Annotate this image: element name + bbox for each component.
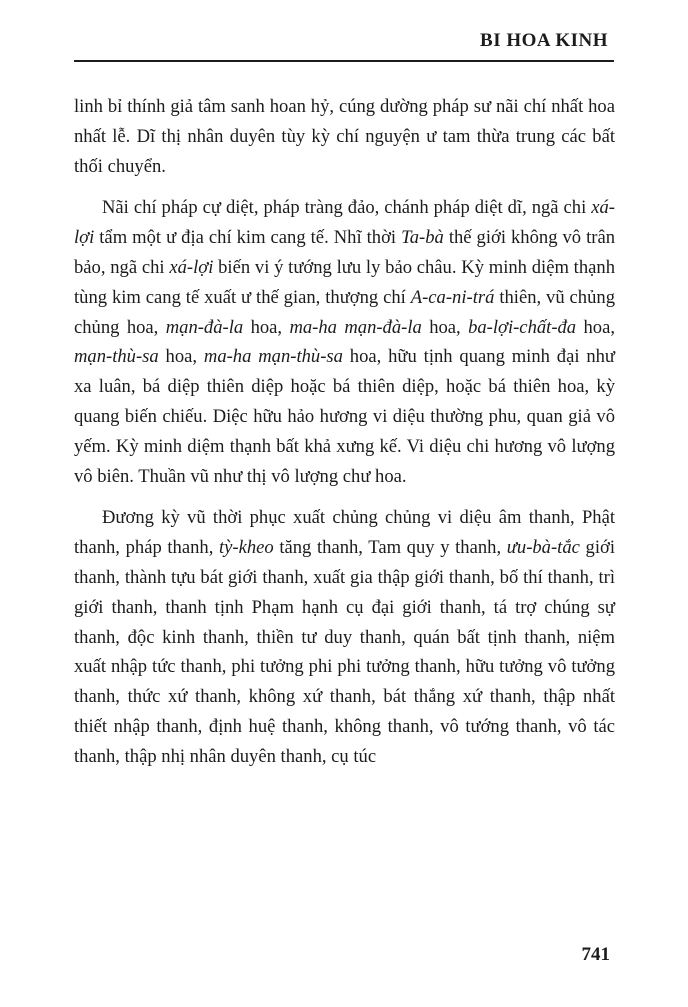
italic-term: mạn-thù-sa xyxy=(74,346,159,368)
paragraph-1 xyxy=(74,92,615,181)
text-run: thế giới không vô trân bảo, ngã chi xyxy=(74,227,615,278)
text-run: linh bỉ thính giả tâm sanh hoan hỷ, cúng dường pháp sư nãi chí nhất hoa nhất lễ. Dĩ thị nhân duyên tùy kỳ chí nguyện ư tam thừa trung các bất thối chuyển. xyxy=(74,96,615,177)
italic-term: A-ca-ni-trá xyxy=(410,286,495,308)
text-run: hoa, xyxy=(158,346,204,368)
text-run: hoa, xyxy=(243,316,290,338)
italic-term: xá-lợi xyxy=(169,256,214,278)
text-run: tăng thanh, Tam quy y thanh, xyxy=(273,537,507,559)
italic-term: tỳ-kheo xyxy=(218,537,274,559)
italic-term: ma-ha mạn-đà-la xyxy=(289,316,422,338)
italic-term: xá-lợi xyxy=(74,197,615,249)
italic-term: ưu-bà-tắc xyxy=(506,537,580,559)
text-run: hoa, xyxy=(421,316,469,338)
italic-term: ba-lợi-chất-đa xyxy=(468,316,577,338)
italic-term: Ta-bà xyxy=(401,227,444,249)
text-run: Nãi chí pháp cự diệt, pháp tràng đảo, chánh pháp diệt dĩ, ngã chi xyxy=(102,197,592,219)
running-header: BI HOA KINH xyxy=(480,30,608,51)
text-run: thiên, vũ chủng chủng hoa, xyxy=(74,286,615,338)
text-run: biến vi ý tướng lưu ly bảo châu. Kỳ minh diệm thạnh tùng kim cang tế xuất ư thế gian, thượng chí xyxy=(74,256,615,308)
paragraph-3 xyxy=(74,503,615,771)
header-rule xyxy=(74,60,614,62)
text-run: Đương kỳ vũ thời phục xuất chủng chủng vi diệu âm thanh, Phật thanh, pháp thanh, xyxy=(74,507,615,559)
page-number: 741 xyxy=(581,944,610,965)
text-run: tẩm một ư địa chí kim cang tế. Nhĩ thời xyxy=(94,227,402,249)
text-run: hoa, hữu tịnh quang minh đại như xa luân, bá diệp thiên diệp hoặc bá thiên diệp, hoặc bá thiên hoa, kỳ quang biến chiếu. Diệc hữu hảo hương vi diệu thường phu, quan giả vô yếm. Kỳ minh diệm thạnh bất khả xưng kế. Vi diệu chi hương vô lượng vô biên. Thuần vũ như thị vô lượng chư hoa. xyxy=(74,346,616,487)
paragraph-2 xyxy=(74,193,615,491)
italic-term: mạn-đà-la xyxy=(165,316,244,338)
italic-term: ma-ha mạn-thù-sa xyxy=(203,346,343,368)
text-run: hoa, xyxy=(576,316,615,338)
text-run: giới thanh, thành tựu bát giới thanh, xuất gia thập giới thanh, bố thí thanh, trì giới thanh, thanh tịnh Phạm hạnh cụ đại giới thanh, tá trợ chúng sự thanh, độc kinh thanh, thiền tư duy thanh, quán bất tịnh thanh, niệm xuất nhập tức thanh, phi tưởng phi phi tưởng thanh, hữu tưởng vô tưởng thanh, thức xứ thanh, không xứ thanh, bát thắng xứ thanh, thập nhất thiết nhập thanh, định huệ thanh, không thanh, vô tướng thanh, vô tác thanh, thập nhị nhân duyên thanh, cụ túc xyxy=(74,537,615,767)
body-text xyxy=(74,92,615,772)
